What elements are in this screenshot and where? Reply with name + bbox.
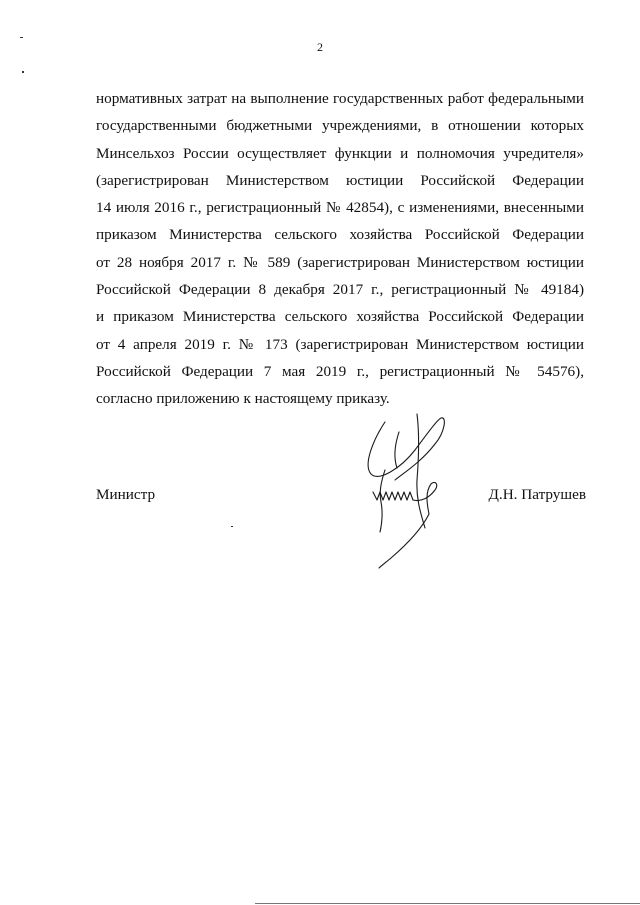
- body-paragraph: [96, 85, 584, 413]
- text-line: (зарегистрирован Министерством юстиции Российской Федерации: [96, 171, 584, 189]
- text-line: государственными бюджетными учреждениями, в отношении которых: [96, 117, 584, 135]
- scan-artifact-mark: [22, 71, 24, 73]
- text-line: согласно приложению к настоящему приказу.: [96, 390, 390, 408]
- text-line: от 4 апреля 2019 г. № 173 (зарегистрирован Министерством юстиции: [96, 335, 584, 353]
- text-line: Российской Федерации 7 мая 2019 г., регистрационный № 54576),: [96, 362, 584, 380]
- page-number: 2: [317, 40, 323, 54]
- text-line: нормативных затрат на выполнение государственных работ федеральными: [96, 90, 584, 107]
- signatory-name: Д.Н. Патрушев: [488, 486, 586, 503]
- text-line: и приказом Министерства сельского хозяйства Российской Федерации: [96, 308, 584, 326]
- text-line: приказом Министерства сельского хозяйства Российской Федерации: [96, 226, 584, 244]
- signatory-title: Министр: [96, 486, 156, 503]
- scan-artifact-mark: [20, 37, 23, 38]
- text-line: Минсельхоз России осуществляет функции и полномочия учредителя»: [96, 144, 584, 162]
- scan-artifact-mark: [231, 526, 233, 527]
- text-line: от 28 ноября 2017 г. № 589 (зарегистрирован Министерством юстиции: [96, 253, 584, 271]
- scan-bottom-edge: [255, 903, 640, 904]
- text-line: Российской Федерации 8 декабря 2017 г., регистрационный № 49184): [96, 281, 584, 299]
- signature-block: [96, 485, 586, 509]
- text-line: 14 июля 2016 г., регистрационный № 42854), с изменениями, внесенными: [96, 199, 584, 217]
